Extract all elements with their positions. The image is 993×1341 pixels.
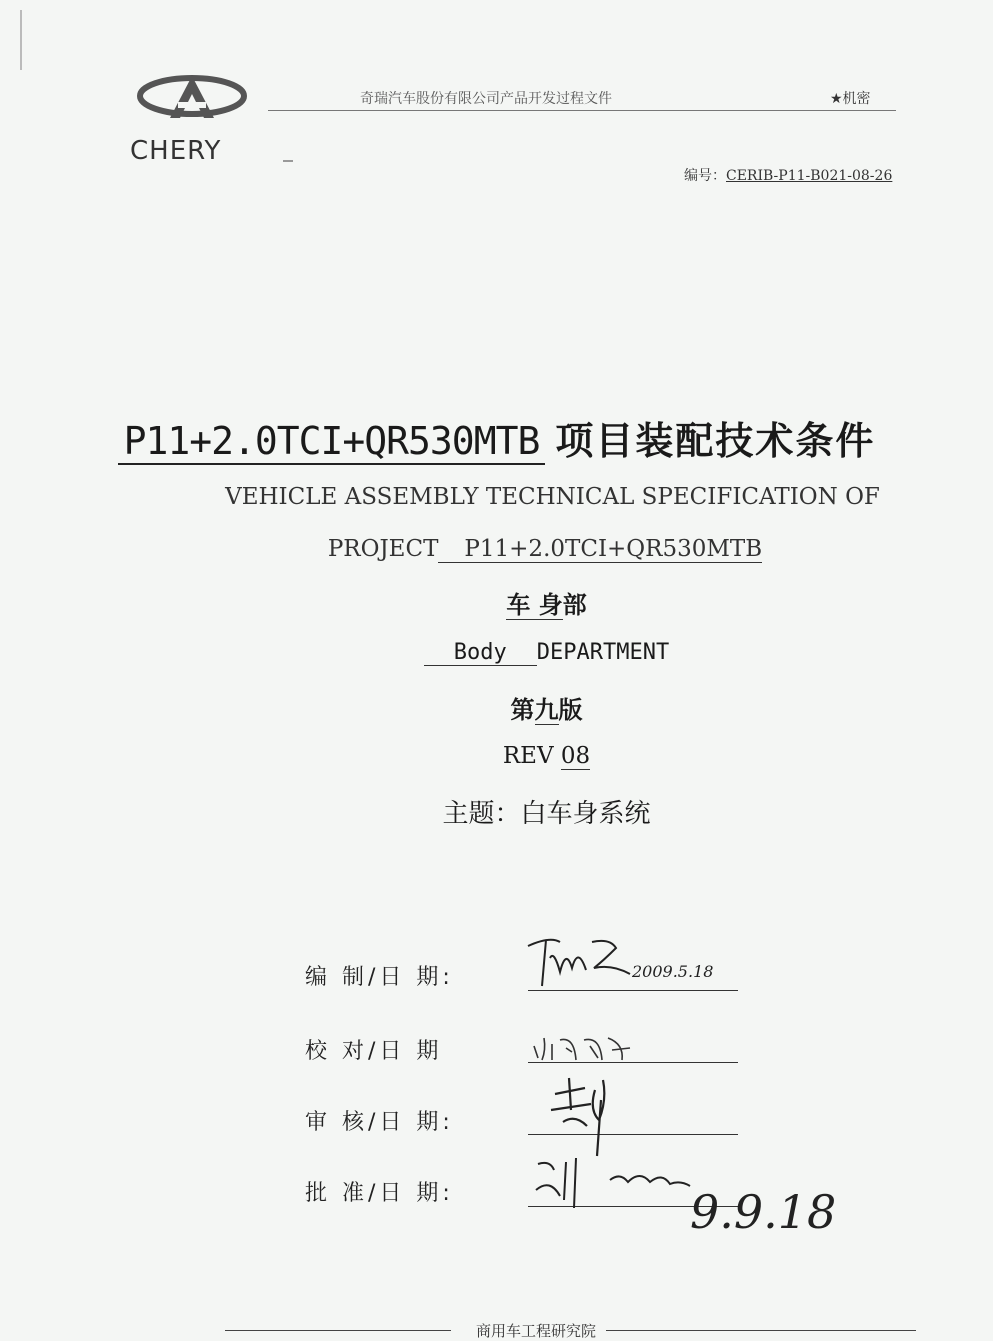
checked-label: 校 对/日 期	[305, 1039, 443, 1064]
edition-prefix: 第	[510, 696, 535, 724]
department-en-suffix: DEPARTMENT	[536, 640, 670, 665]
footer-rule-right	[606, 1330, 916, 1331]
approved-label: 批 准/日 期:	[305, 1181, 454, 1206]
document-number	[684, 165, 892, 185]
header-rule	[268, 110, 896, 111]
scan-speck	[283, 160, 293, 162]
title-cn-suffix: 项目装配技术条件	[555, 419, 876, 463]
edition-cn	[0, 690, 993, 725]
chery-logo	[130, 72, 260, 166]
department-cn-suffix: 部	[562, 591, 587, 619]
title-en-line1: VEHICLE ASSEMBLY TECHNICAL SPECIFICATION OF	[225, 484, 880, 510]
logo-text: CHERY	[130, 136, 222, 166]
department-cn	[0, 585, 993, 620]
approved-date: 9.9.18	[690, 1185, 837, 1239]
subject: 主题：白车身系统	[442, 799, 651, 829]
title-project: P11+2.0TCI+QR530MTB	[118, 419, 546, 465]
rev-prefix: REV	[502, 743, 554, 769]
prepared-label: 编 制/日 期:	[305, 965, 454, 990]
title-en-prefix: PROJECT	[327, 536, 439, 562]
rev-number: 08	[560, 743, 591, 769]
footer-institute: 商用车工程研究院	[476, 1322, 597, 1340]
document-title	[0, 410, 993, 465]
confidential-mark: ★机密	[830, 91, 871, 107]
title-en-line2	[0, 536, 993, 562]
doc-no-value: CERIB-P11-B021-08-26	[726, 168, 893, 184]
title-en-project: P11+2.0TCI+QR530MTB	[438, 536, 762, 563]
checked-signature	[530, 1030, 640, 1064]
department-cn-name: 车 身	[506, 591, 563, 619]
edition-number: 九	[534, 696, 559, 724]
footer-rule-left	[225, 1330, 451, 1331]
prepared-line	[528, 990, 738, 991]
department-en-name: Body	[424, 640, 537, 666]
prepared-signature	[520, 928, 650, 990]
prepared-date: 2009.5.18	[632, 962, 714, 981]
chery-emblem-icon	[130, 72, 260, 132]
scan-speck	[20, 10, 22, 70]
doc-no-label: 编号：	[684, 168, 726, 184]
department-en	[0, 640, 993, 665]
revision	[0, 743, 993, 769]
edition-suffix: 版	[558, 696, 583, 724]
company-doc-title: 奇瑞汽车股份有限公司产品开发过程文件	[360, 91, 612, 107]
reviewed-signature	[545, 1070, 615, 1160]
reviewed-label: 审 核/日 期:	[305, 1110, 454, 1135]
approved-signature	[530, 1150, 700, 1210]
